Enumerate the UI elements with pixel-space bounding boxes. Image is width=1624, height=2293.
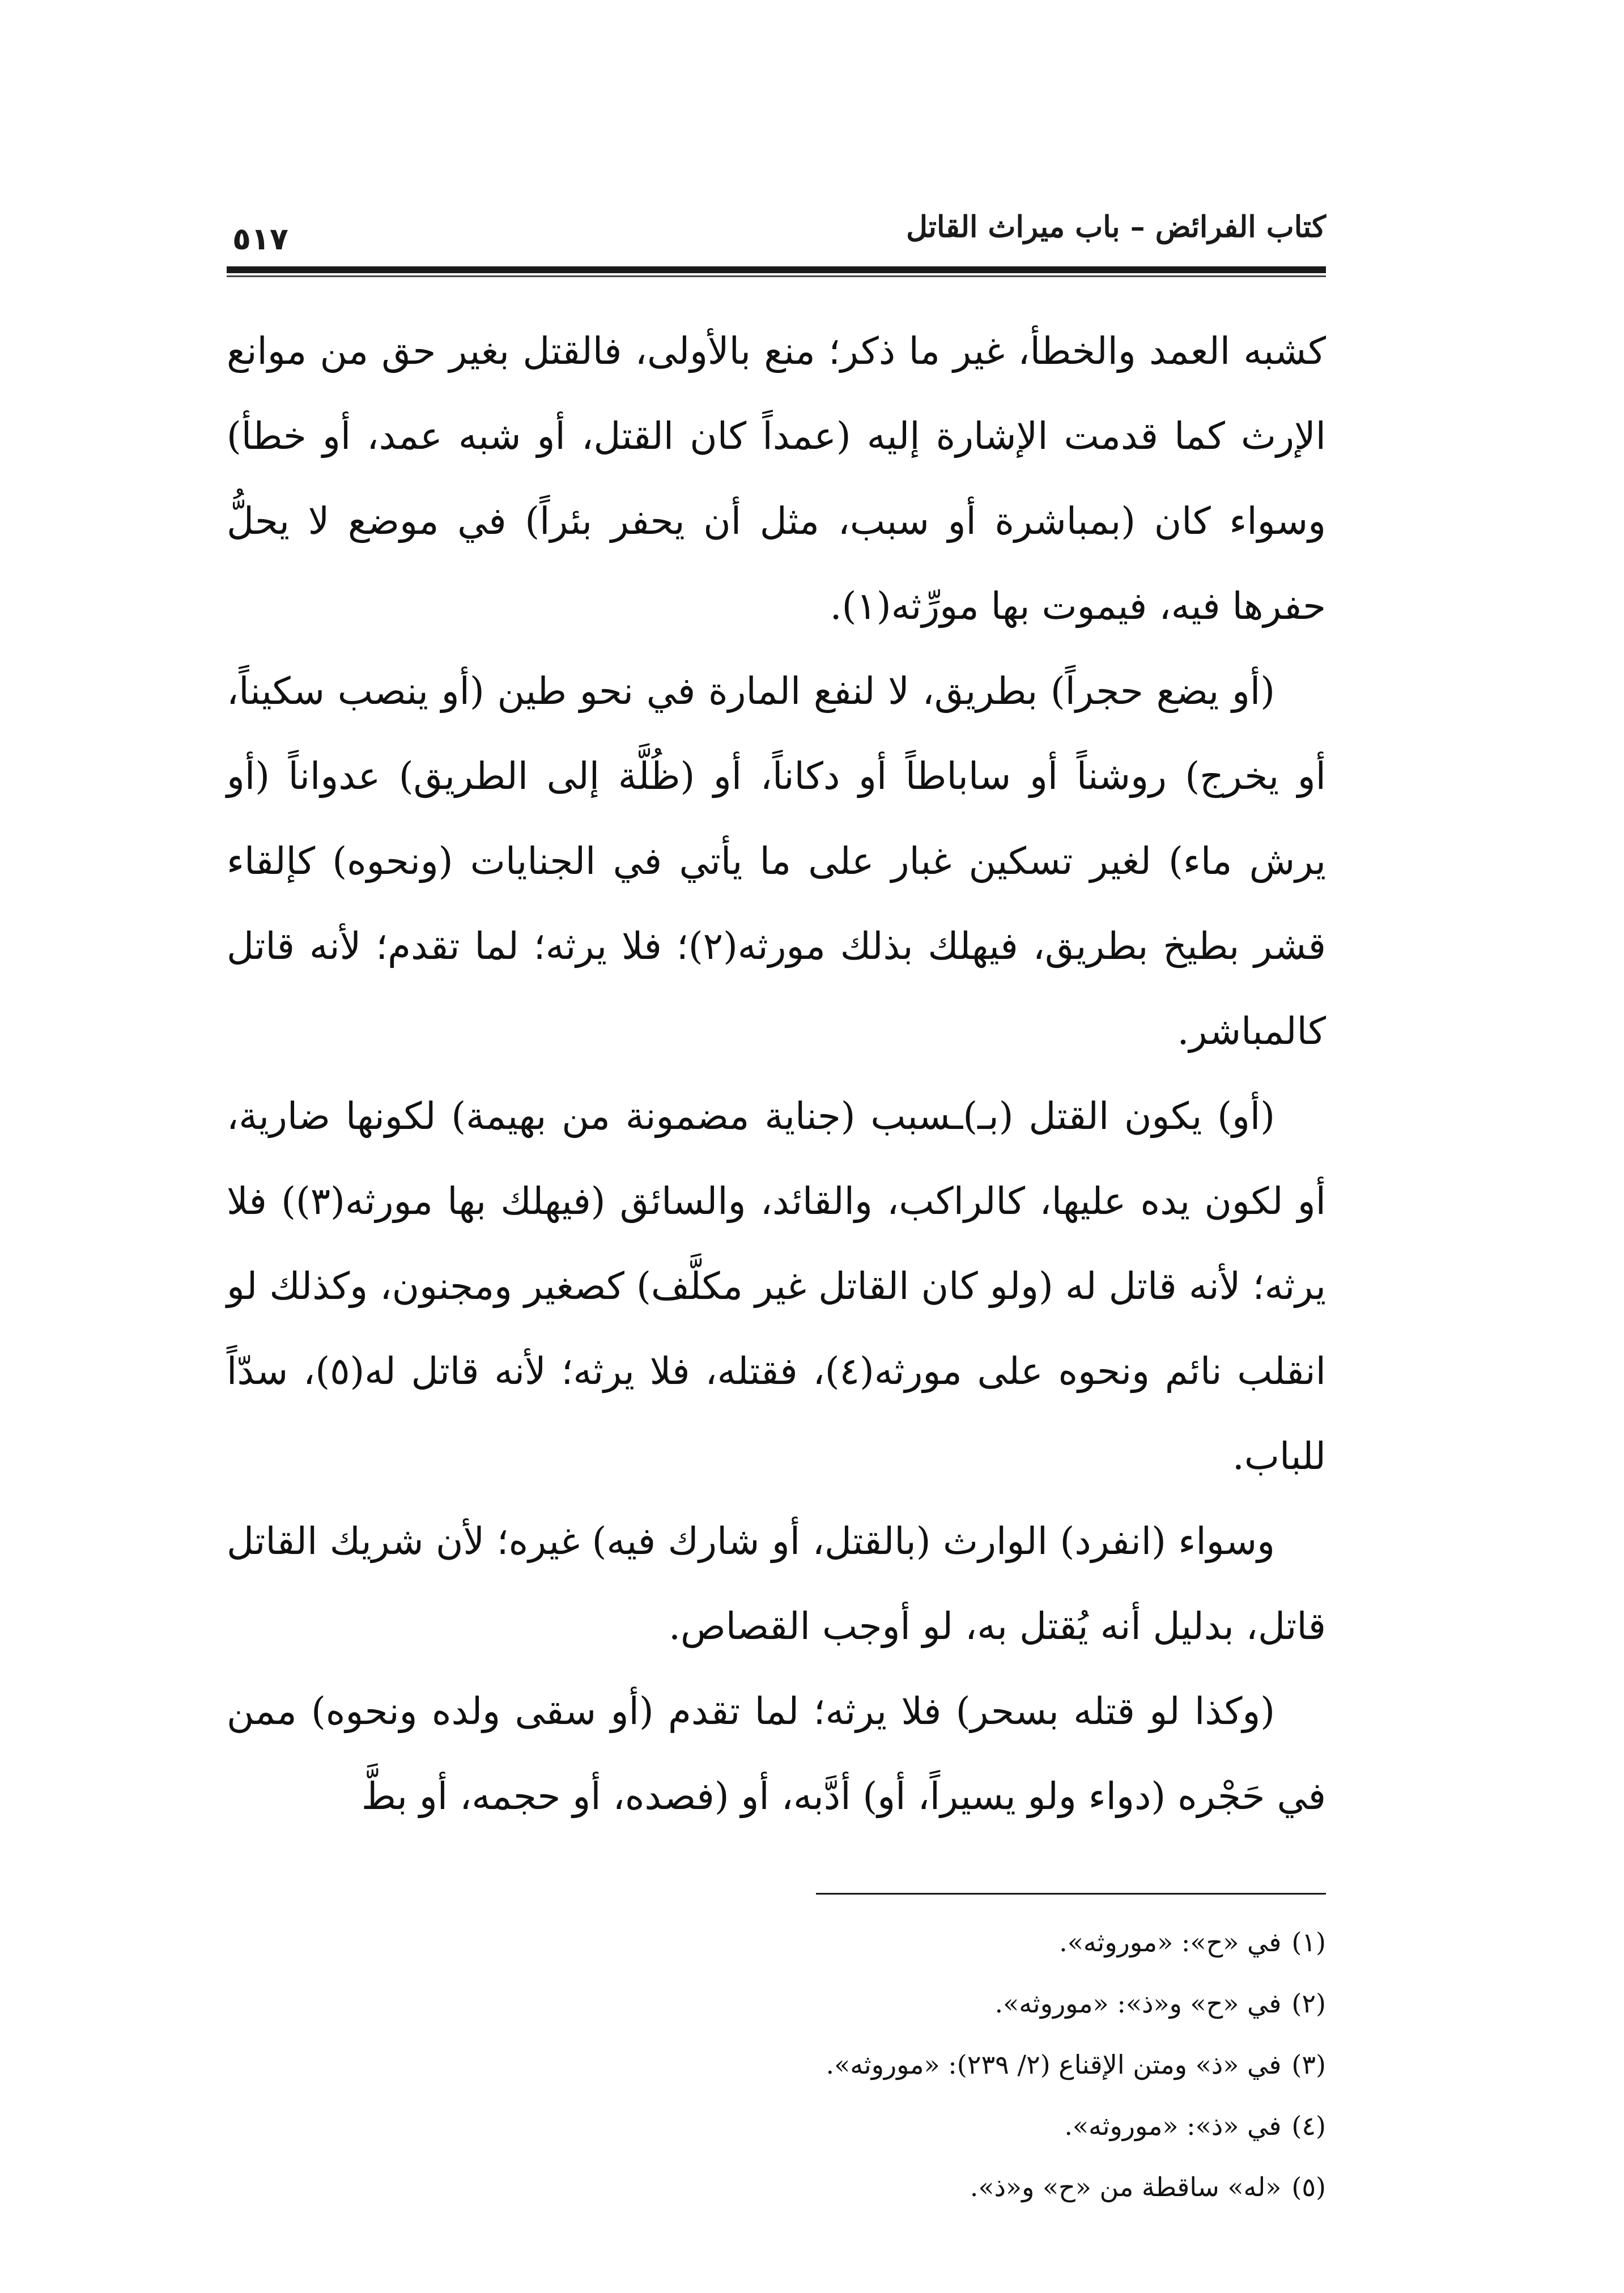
paragraph-5: (وكذا لو قتله بسحر) فلا يرثه؛ لما تقدم (أو سقى ولده ونحوه) ممن في حَجْره (دواء ولو يسيراً، أو) أدَّبه، أو (فصده، أو حجمه، أو بطَّ: [227, 1689, 1326, 1818]
footnote-number: (١): [1291, 1927, 1326, 1957]
footnote-2: [227, 1973, 1326, 2034]
footnote-number: (٤): [1291, 2111, 1326, 2141]
paragraph-3: (أو) يكون القتل (بـ)ـسبب (جناية مضمونة من بهيمة) لكونها ضارية، أو لكون يده عليها، كالراكب، والقائد، والسائق (فيهلك بها مورثه(٣)) فلا يرثه؛ لأنه قاتل له (ولو كان القاتل غير مكلَّف) كصغير ومجنون، وكذلك لو انقلب نائم ونحوه على مورثه(٤)، فقتله، فلا يرثه؛ لأنه قاتل له(٥)، سدّاً للباب.: [227, 1094, 1327, 1478]
header-rule-thin: [227, 275, 1326, 277]
paragraph-2: (أو يضع حجراً) بطريق، لا لنفع المارة في نحو طين (أو ينصب سكيناً، أو يخرج) روشناً أو ساباطاً أو دكاناً، أو (ظُلَّة إلى الطريق) عدواناً (أو يرش ماء) لغير تسكين غبار على ما يأتي في الجنايات (ونحوه) كإلقاء قشر بطيخ بطريق، فيهلك بذلك مورثه(٢)؛ فلا يرثه؛ لما تقدم؛ لأنه قاتل كالمباشر.: [227, 669, 1327, 1053]
footnote-5: [227, 2156, 1326, 2218]
main-text: [227, 309, 1326, 1839]
chapter-title: كتاب الفرائض – باب ميراث القاتل: [906, 210, 1326, 244]
footnote-number: (٢): [1291, 1988, 1326, 2019]
footnote-text: في «ح»: «موروثه».: [1059, 1927, 1282, 1957]
footnote-text: في «ح» و«ذ»: «موروثه».: [994, 1988, 1282, 2019]
running-header: [227, 187, 1326, 278]
footnotes: [227, 1912, 1326, 2218]
footnote-separator: [227, 1893, 1326, 1895]
footnote-text: «له» ساقطة من «ح» و«ذ».: [970, 2172, 1282, 2202]
footnote-4: [227, 2095, 1326, 2156]
paragraph-4: وسواء (انفرد) الوارث (بالقتل، أو شارك فيه) غيره؛ لأن شريك القاتل قاتل، بدليل أنه يُقتل به، لو أوجب القصاص.: [227, 1519, 1326, 1648]
footnote-text: في «ذ» ومتن الإقناع (٢/ ٢٣٩): «موروثه».: [826, 2049, 1282, 2080]
footnote-text: في «ذ»: «موروثه».: [1064, 2111, 1282, 2141]
footnote-number: (٥): [1291, 2172, 1326, 2202]
book-page: [227, 187, 1327, 2202]
page-number: ٥١٧: [232, 221, 288, 257]
footnote-3: [227, 2034, 1326, 2095]
footnote-number: (٣): [1291, 2049, 1326, 2080]
paragraph-1: كشبه العمد والخطأ، غير ما ذكر؛ منع بالأولى، فالقتل بغير حق من موانع الإرث كما قدمت الإشارة إليه (عمداً كان القتل، أو شبه عمد، أو خطأ) وسواء كان (بمباشرة أو سبب، مثل أن يحفر بئراً) في موضع لا يحلُّ حفرها فيه، فيموت بها مورِّثه(١).: [227, 329, 1326, 628]
footnote-1: [227, 1912, 1326, 1973]
header-rule: [227, 266, 1326, 273]
footnote-rule: [816, 1893, 1326, 1895]
